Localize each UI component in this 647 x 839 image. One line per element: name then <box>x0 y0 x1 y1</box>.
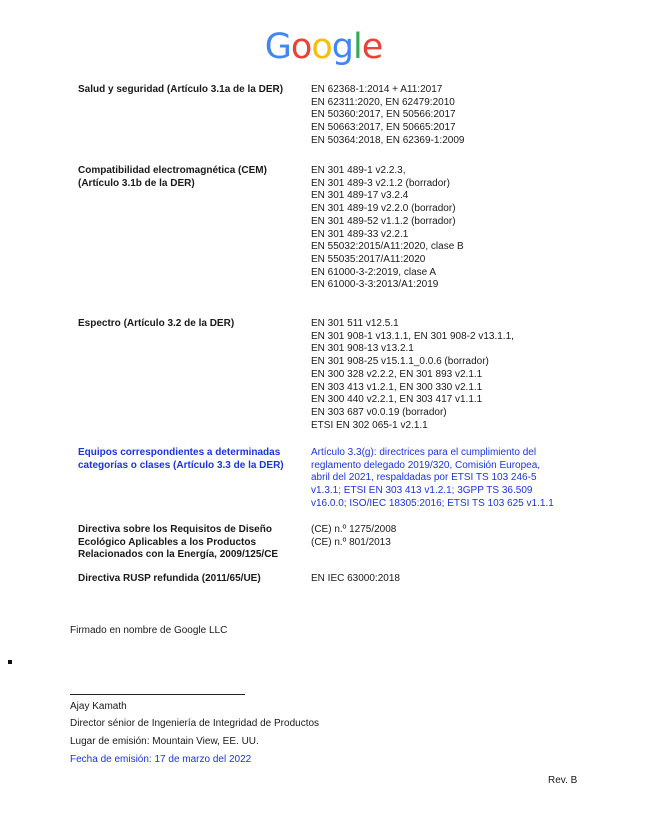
signed-by-text: Firmado en nombre de Google LLC <box>70 625 228 636</box>
standard-item: EN 303 687 v0.0.19 (borrador) <box>311 406 447 418</box>
standard-item: EN 301 489-19 v2.2.0 (borrador) <box>311 203 456 215</box>
logo-letter: G <box>264 27 291 67</box>
standard-item: EN 55032:2015/A11:2020, clase B <box>311 241 464 253</box>
standard-item: EN 62368-1:2014 + A11:2017 <box>311 84 443 95</box>
signature-line <box>70 694 245 695</box>
section-label: Directiva sobre los Requisitos de Diseño Ecológico Aplicables a los Productos Relacionados con la Energía, 2009/125/CE <box>78 524 279 561</box>
standard-item: (CE) n.º 801/2013 <box>311 536 391 548</box>
section-label: Equipos correspondientes a determinadas categorías o clases (Artículo 3.3 de la DER) <box>78 447 284 471</box>
logo-letter: g <box>331 27 353 67</box>
logo-letter: e <box>361 27 383 67</box>
standard-item: (CE) n.º 1275/2008 <box>311 524 397 535</box>
section-values <box>311 524 571 549</box>
section-values <box>311 447 571 511</box>
standard-item: EN 301 489-52 v1.1.2 (borrador) <box>311 215 456 227</box>
signer-name: Ajay Kamath <box>70 701 127 712</box>
section-label: Salud y seguridad (Artículo 3.1a de la DER) <box>78 84 284 95</box>
standard-item: EN 301 908-25 v15.1.1_0.0.6 (borrador) <box>311 356 489 368</box>
revision-label: Rev. B <box>548 775 578 786</box>
section-values <box>311 318 571 432</box>
logo-letter: o <box>290 27 312 67</box>
logo-letter: l <box>352 27 362 67</box>
google-logo <box>0 26 647 68</box>
standard-item: EN 50360:2017, EN 50566:2017 <box>311 109 456 121</box>
standard-item: ETSI EN 302 065-1 v2.1.1 <box>311 419 428 431</box>
bullet-mark <box>8 660 12 664</box>
standard-item: EN 50364:2018, EN 62369-1:2009 <box>311 134 465 146</box>
standard-item: EN 301 511 v12.5.1 <box>311 318 399 329</box>
standard-item: EN 301 489-3 v2.1.2 (borrador) <box>311 177 450 189</box>
standard-item: EN 61000-3-2:2019, clase A <box>311 266 437 278</box>
standard-item: EN 300 440 v2.2.1, EN 303 417 v1.1.1 <box>311 394 483 406</box>
standard-item: v16.0.0; ISO/IEC 18305:2016; ETSI TS 103 625 v1.1.1 <box>311 497 554 509</box>
standard-item: abril del 2021, respaldadas por ETSI TS 103 246-5 <box>311 472 537 484</box>
section-label: Compatibilidad electromagnética (CEM) (Artículo 3.1b de la DER) <box>78 165 267 189</box>
standard-item: v1.3.1; ETSI EN 303 413 v1.2.1; 3GPP TS 36.509 <box>311 485 533 497</box>
standard-item: EN 301 489-17 v3.2.4 <box>311 190 409 202</box>
signer-title: Director sénior de Ingeniería de Integridad de Productos <box>70 718 320 729</box>
standard-item: Artículo 3.3(g): directrices para el cumplimiento del <box>311 447 537 458</box>
logo-letter: o <box>311 27 332 67</box>
standard-item: reglamento delegado 2019/320, Comisión Europea, <box>311 459 541 471</box>
standard-item: EN 300 328 v2.2.2, EN 301 893 v2.1.1 <box>311 368 483 380</box>
section-values <box>311 573 571 586</box>
standard-item: EN 50663:2017, EN 50665:2017 <box>311 122 456 134</box>
standard-item: EN 301 489-1 v2.2.3, <box>311 165 406 176</box>
standard-item: EN 61000-3-3:2013/A1:2019 <box>311 279 439 291</box>
issue-place: Lugar de emisión: Mountain View, EE. UU. <box>70 736 259 747</box>
section-label: Directiva RUSP refundida (2011/65/UE) <box>78 573 261 584</box>
section-values <box>311 165 571 292</box>
standard-item: EN 55035:2017/A11:2020 <box>311 253 426 265</box>
standard-item: EN 301 908-13 v13.2.1 <box>311 343 414 355</box>
standard-item: EN 301 908-1 v13.1.1, EN 301 908-2 v13.1.1, <box>311 330 514 342</box>
standard-item: EN 303 413 v1.2.1, EN 300 330 v2.1.1 <box>311 381 483 393</box>
standard-item: EN 62311:2020, EN 62479:2010 <box>311 96 455 108</box>
section-values <box>311 84 571 148</box>
standard-item: EN 301 489-33 v2.2.1 <box>311 228 409 240</box>
issue-date: Fecha de emisión: 17 de marzo del 2022 <box>70 754 252 765</box>
section-label: Espectro (Artículo 3.2 de la DER) <box>78 318 235 329</box>
standard-item: EN IEC 63000:2018 <box>311 573 400 584</box>
